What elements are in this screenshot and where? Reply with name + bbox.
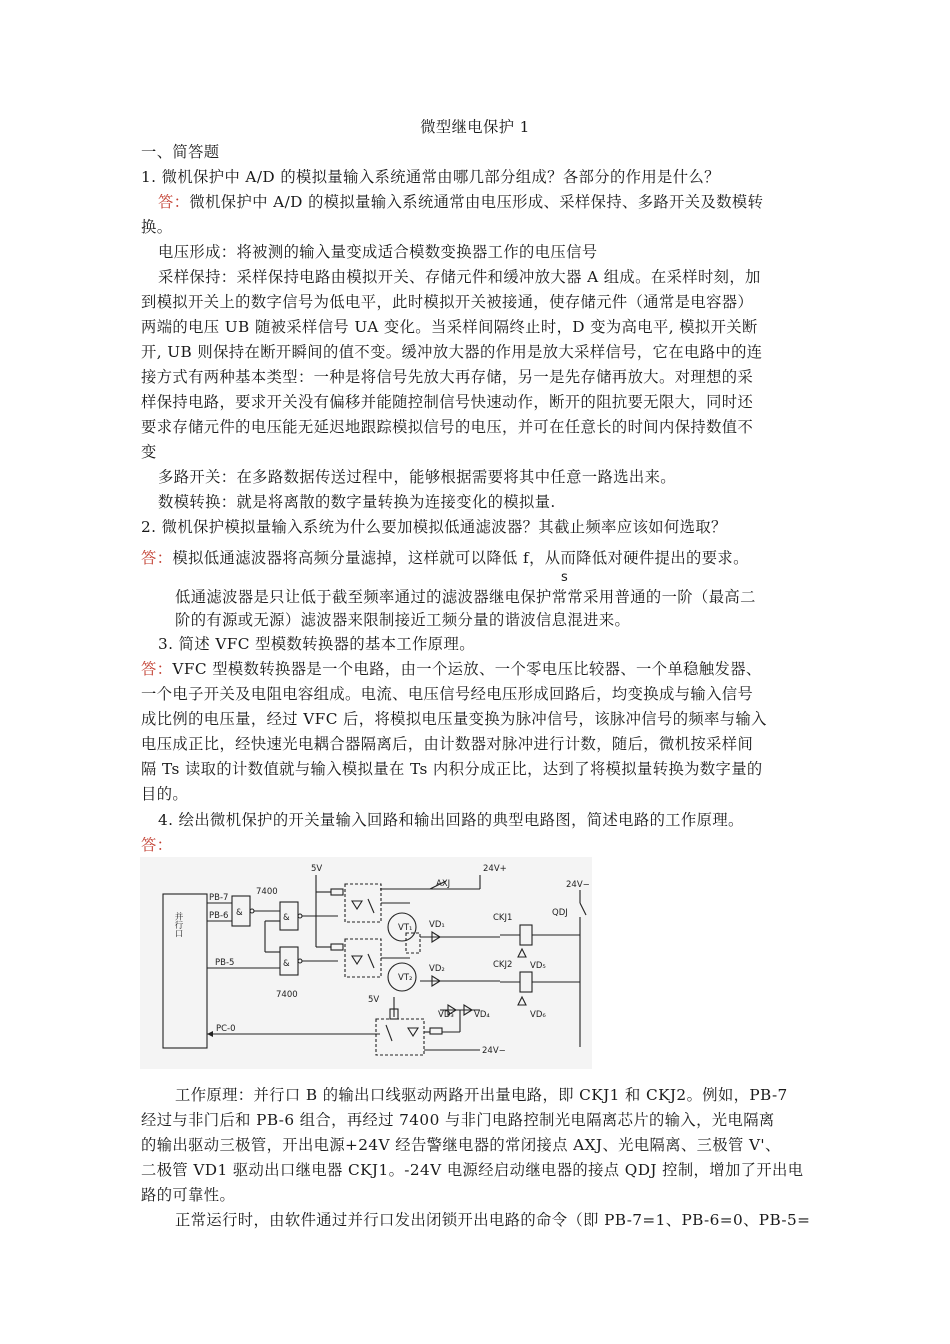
pc0-arrow xyxy=(207,1031,213,1037)
opto-led-input xyxy=(408,1028,418,1036)
svg-text:VD₃: VD₃ xyxy=(438,1010,454,1020)
chip-label-top: 7400 xyxy=(256,887,278,897)
opto-led-2 xyxy=(352,956,362,964)
chip-label-bottom: 7400 xyxy=(276,990,298,1000)
work-principle-line-3: 的输出驱动三极管，开出电源+24V 经告警继电器的常闭接点 AXJ、光电隔离、三极管 V'、 xyxy=(141,1136,781,1154)
svg-text:VT₁: VT₁ xyxy=(398,923,413,933)
answer-2-line-1: 答：模拟低通滤波器将高频分量滤掉，这样就可以降低 f，从而降低对硬件提出的要求。 xyxy=(141,549,749,567)
paragraph-sample-hold-5: 接方式有两种基本类型：一种是将信号先放大再存储，另一是先存储再放大。对理想的采 xyxy=(141,368,754,386)
parallel-port-label: 并行口 xyxy=(173,912,183,938)
pb5-label: PB-5 xyxy=(215,958,235,968)
question-2: 2. 微机保护模拟量输入系统为什么要加模拟低通滤波器？其截止频率应该如何选取？ xyxy=(141,518,727,536)
optocoupler-input xyxy=(376,1019,424,1055)
paragraph-sample-hold-3: 两端的电压 UB 随被采样信号 UA 变化。当采样间隔终止时，D 变为高电平, 模拟开关断 xyxy=(141,318,758,336)
paragraph-sample-hold-7: 要求存储元件的电压能无延迟地跟踪模拟信号的电压，并可在任意长的时间内保持数值不 xyxy=(141,418,754,436)
question-3: 3. 简述 VFC 型模数转换器的基本工作原理。 xyxy=(158,635,475,653)
svg-text:VD₆: VD₆ xyxy=(530,1010,546,1020)
normal-operation-line-1: 正常运行时，由软件通过并行口发出闭锁开出电路的命令（即 PB-7=1、PB-6=0、PB-5= xyxy=(175,1211,811,1229)
work-principle-line-5: 路的可靠性。 xyxy=(141,1186,236,1204)
relay-ckj2 xyxy=(520,972,532,992)
section-heading: 一、简答题 xyxy=(141,143,220,161)
answer-3-line-5: 隔 Ts 读取的计数值就与输入模拟量在 Ts 内积分成正比，达到了将模拟量转换为数字量的 xyxy=(141,760,763,778)
svg-text:&: & xyxy=(283,913,290,923)
svg-text:VD₂: VD₂ xyxy=(429,964,445,974)
answer-3-line-4: 电压成正比，经快速光电耦合器隔离后，由计数器对脉冲进行计数，随后，微机按采样间 xyxy=(141,735,754,753)
circuit-diagram xyxy=(140,857,592,1069)
v5-top-label: 5V xyxy=(311,864,323,874)
paragraph-sample-hold-6: 样保持电路，要求开关没有偏移并能随控制信号快速动作，断开的阻抗要无限大，同时还 xyxy=(141,393,754,411)
pc0-label: PC-0 xyxy=(216,1024,236,1034)
svg-text:VT₂: VT₂ xyxy=(398,973,413,983)
answer-label: 答： xyxy=(158,193,190,211)
answer-label: 答： xyxy=(141,549,173,567)
optocoupler-2 xyxy=(345,939,381,977)
relay-ckj1 xyxy=(520,925,532,945)
question-4: 4. 绘出微机保护的开关量输入回路和输出回路的典型电路图，简述电路的工作原理。 xyxy=(158,811,744,829)
answer-4-label: 答： xyxy=(141,836,173,854)
answer-1-line-2: 换。 xyxy=(141,218,173,236)
paragraph-sample-hold-4: 开, UB 则保持在断开瞬间的值不变。缓冲放大器的作用是放大采样信号，它在电路中的连 xyxy=(141,343,763,361)
axj-label: AXJ xyxy=(436,879,451,889)
opto-led-1 xyxy=(352,901,362,909)
svg-text:VD₁: VD₁ xyxy=(429,920,445,930)
svg-text:VD₅: VD₅ xyxy=(530,961,546,971)
parallel-port-block xyxy=(163,894,207,1048)
answer-3-line-2: 一个电子开关及电阻电容组成。电流、电压信号经电压形成回路后，均变换成与输入信号 xyxy=(141,685,754,703)
paragraph-sample-hold-2: 到模拟开关上的数字信号为低电平，此时模拟开关被接通，使存储元件（通常是电容器） xyxy=(141,293,754,311)
work-principle-line-2: 经过与非门后和 PB-6 组合，再经过 7400 与非门电路控制光电隔离芯片的输入，光电隔离 xyxy=(141,1111,775,1129)
optocoupler-1 xyxy=(345,884,381,922)
paragraph-sample-hold-8: 变 xyxy=(141,443,157,461)
v24-plus-label: 24V+ xyxy=(483,864,507,874)
v24-minus-bottom-label: 24V− xyxy=(482,1046,506,1056)
answer-label: 答： xyxy=(141,660,173,678)
answer-2-line-3: 阶的有源或无源）滤波器来限制接近工频分量的谐波信息混进来。 xyxy=(175,611,631,629)
answer-3-line-6: 目的。 xyxy=(141,785,189,803)
paragraph-voltage-forming: 电压形成：将被测的输入量变成适合模数变换器工作的电压信号 xyxy=(158,243,598,261)
v5-mid-label: 5V xyxy=(368,995,380,1005)
ckj1-label: CKJ1 xyxy=(493,913,513,923)
work-principle-line-4: 二极管 VD1 驱动出口继电器 CKJ1。-24V 电源经启动继电器的接点 QDJ 控制，增加了开出电 xyxy=(141,1161,804,1179)
pb7-label: PB-7 xyxy=(209,893,229,903)
paragraph-multiplexer: 多路开关：在多路数据传送过程中，能够根据需要将其中任意一路选出来。 xyxy=(158,468,676,486)
subscript-s: s xyxy=(561,570,568,585)
paragraph-dac: 数模转换：就是将离散的数字量转换为连接变化的模拟量. xyxy=(158,493,556,511)
question-1: 1. 微机保护中 A/D 的模拟量输入系统通常由哪几部分组成？各部分的作用是什么？ xyxy=(141,168,720,186)
diode-vd6 xyxy=(518,997,526,1005)
work-principle-line-1: 工作原理：并行口 B 的输出口线驱动两路开出量电路，即 CKJ1 和 CKJ2。例如，PB-7 xyxy=(175,1086,788,1104)
pb6-label: PB-6 xyxy=(209,911,229,921)
svg-text:&: & xyxy=(283,959,290,969)
answer-2-line-2: 低通滤波器是只让低于截至频率通过的滤波器继电保护常常采用普通的一阶（最高二 xyxy=(175,588,756,606)
diode-vd5 xyxy=(518,949,526,957)
qdj-label: QDJ xyxy=(552,908,568,918)
svg-text:VD₄: VD₄ xyxy=(474,1010,490,1020)
answer-3-line-3: 成比例的电压量，经过 VFC 后，将模拟电压量变换为脉冲信号，该脉冲信号的频率与输入 xyxy=(141,710,767,728)
paragraph-sample-hold-1: 采样保持：采样保持电路由模拟开关、存储元件和缓冲放大器 A 组成。在采样时刻，加 xyxy=(158,268,761,286)
answer-3-line-1: 答：VFC 型模数转换器是一个电路，由一个运放、一个零电压比较器、一个单稳触发器、 xyxy=(141,660,762,678)
v24-minus-right-label: 24V− xyxy=(566,880,590,890)
svg-text:&: & xyxy=(236,908,243,918)
page-title: 微型继电保护 1 xyxy=(420,118,530,136)
answer-1-line-1: 答：微机保护中 A/D 的模拟量输入系统通常由电压形成、采样保持、多路开关及数模转 xyxy=(158,193,764,211)
ckj2-label: CKJ2 xyxy=(493,960,513,970)
